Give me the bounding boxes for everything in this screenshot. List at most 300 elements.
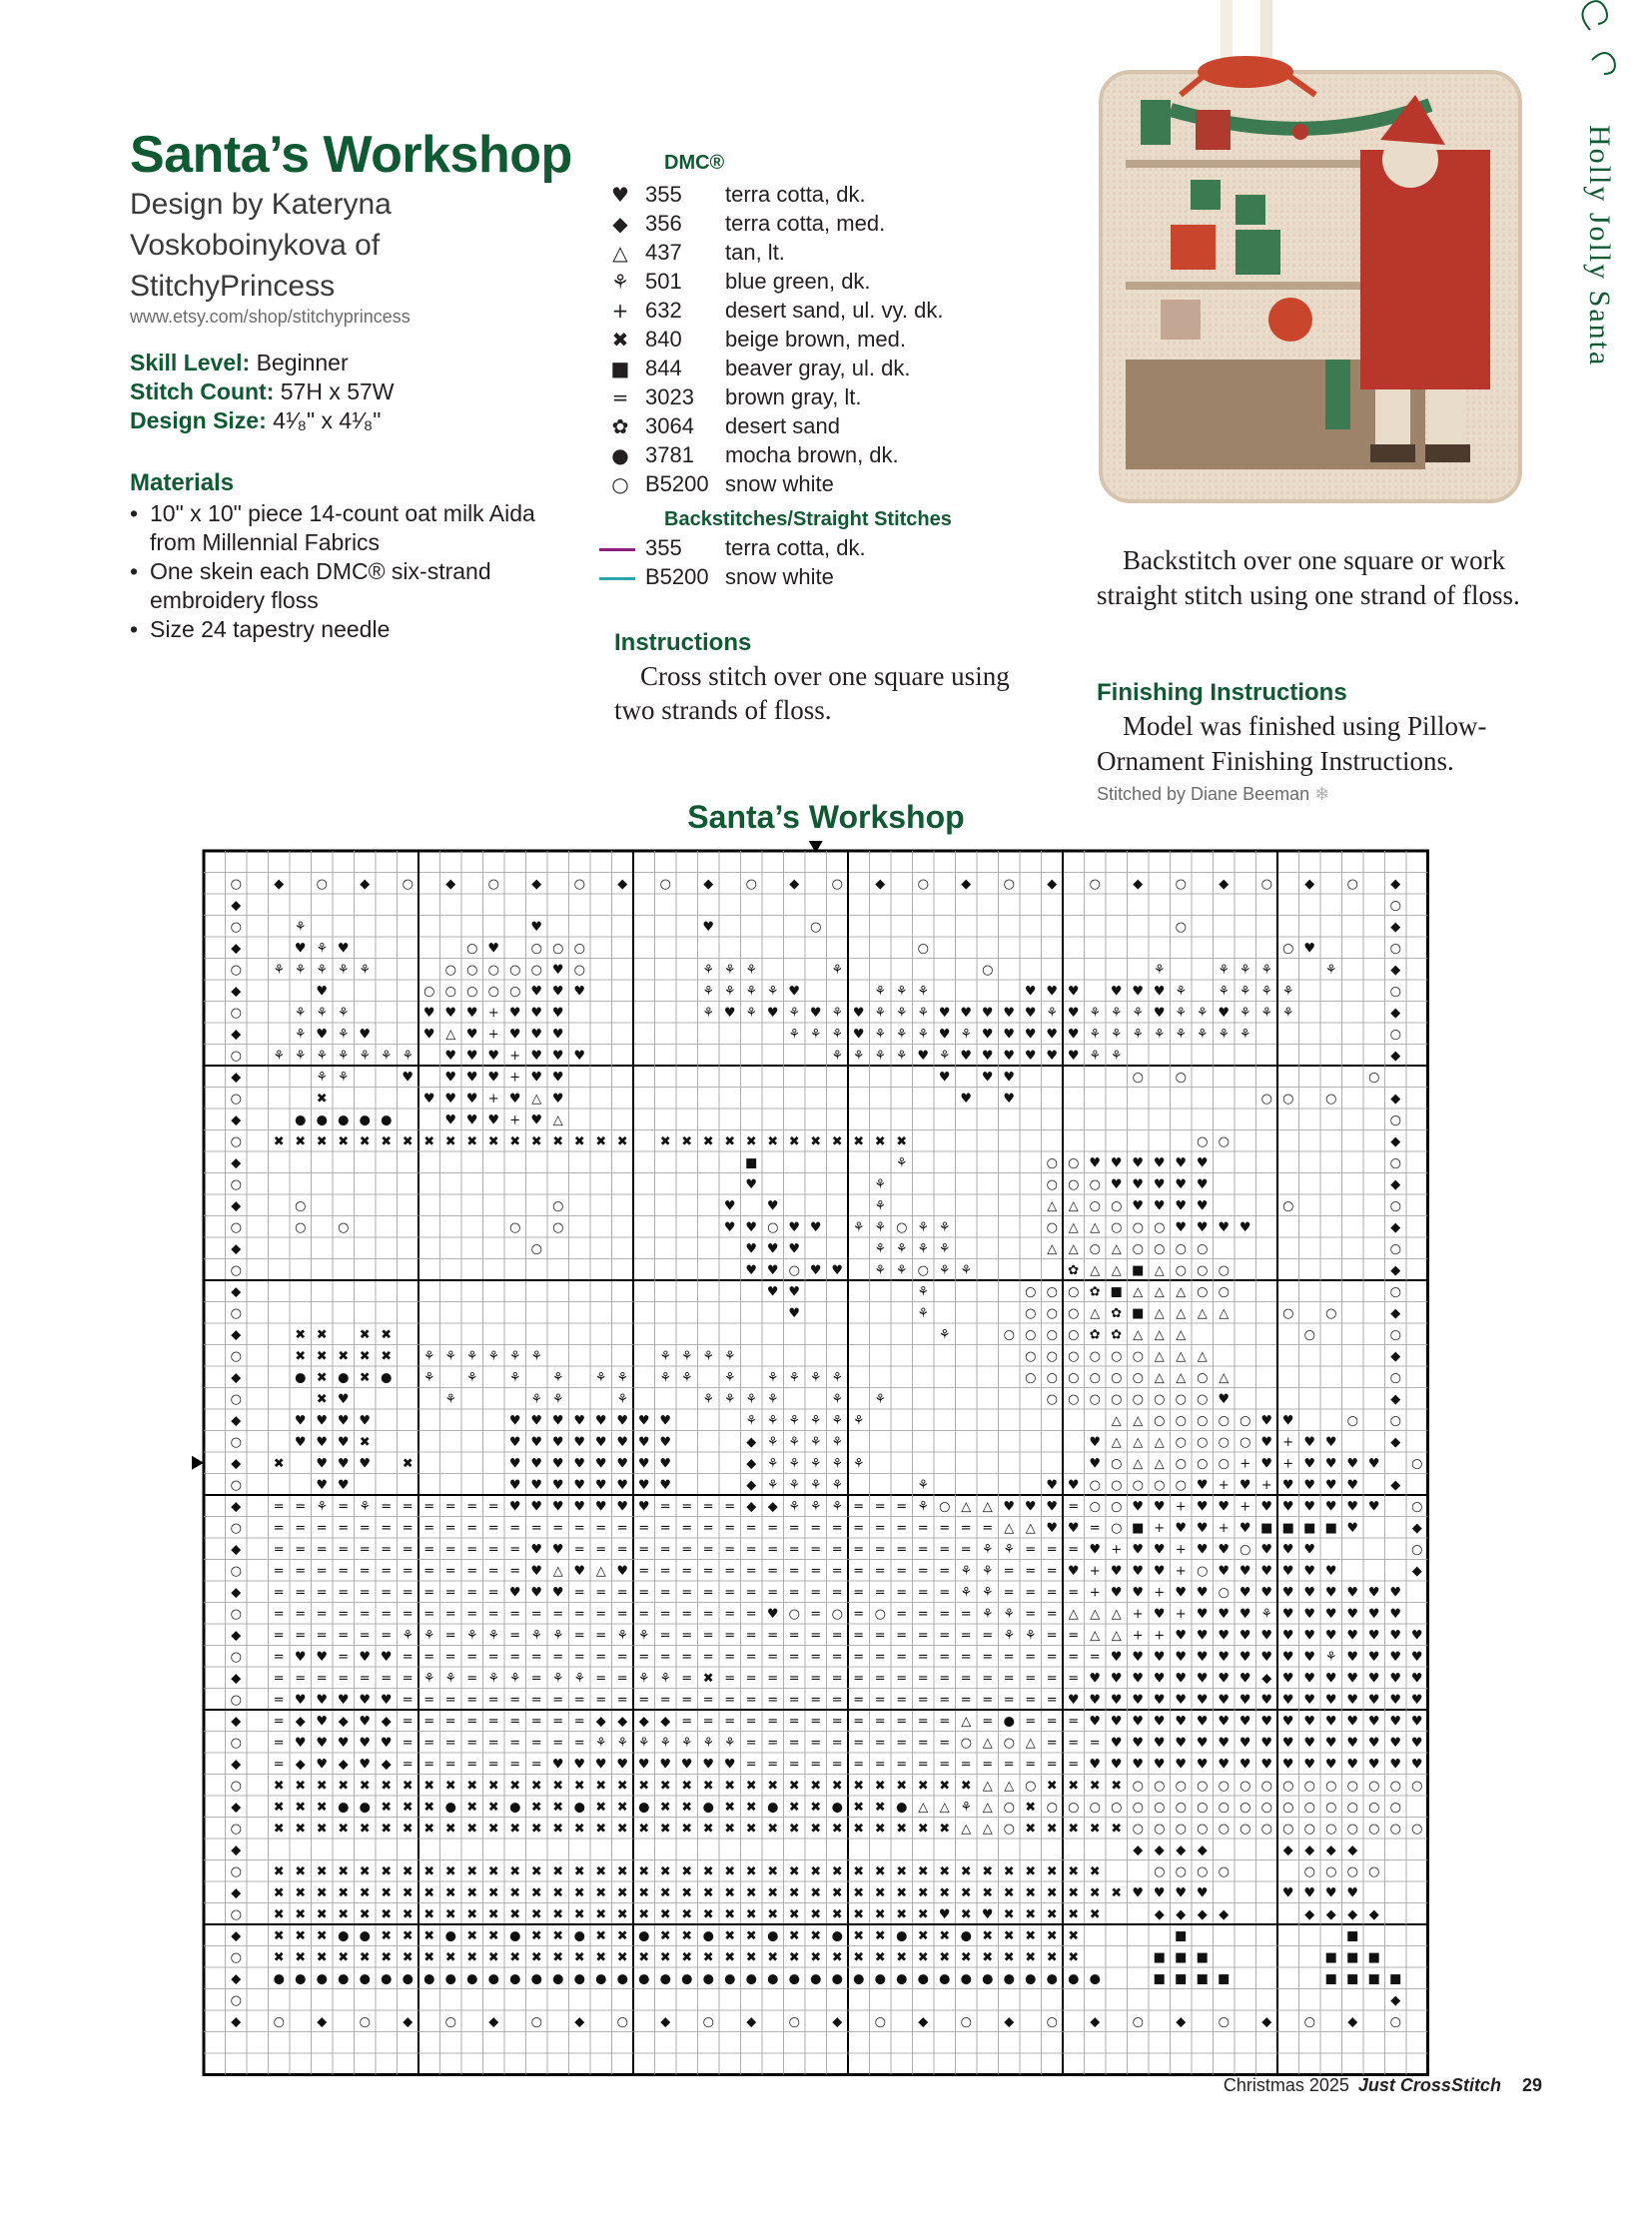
chart-symbol: ⚘: [444, 1391, 457, 1407]
key-number: 3064: [645, 412, 694, 438]
chart-symbol: ○: [1025, 1348, 1037, 1364]
chart-symbol: =: [509, 1606, 521, 1622]
chart-symbol: ○: [1303, 1778, 1315, 1794]
chart-symbol: ⚘: [874, 1176, 887, 1192]
chart-symbol: ♥: [1324, 1735, 1337, 1751]
chart-symbol: ○: [1111, 1477, 1123, 1493]
key-color-name: blue green, dk.: [725, 268, 871, 294]
chart-symbol: ○: [316, 876, 328, 892]
chart-symbol: ♥: [1324, 1563, 1337, 1579]
chart-symbol: =: [1068, 1499, 1080, 1515]
chart-symbol: ✖: [273, 1456, 285, 1472]
chart-symbol: ○: [659, 876, 671, 892]
chart-symbol: △: [918, 1800, 929, 1816]
chart-symbol: =: [338, 1649, 350, 1665]
chart-symbol: =: [681, 1499, 693, 1515]
chart-symbol: =: [853, 1520, 865, 1536]
chart-symbol: =: [1089, 1520, 1101, 1536]
chart-symbol: =: [896, 1714, 908, 1730]
chart-symbol: ⚘: [1110, 1048, 1123, 1064]
chart-symbol: ⚘: [316, 962, 329, 978]
key-number: 356: [645, 210, 682, 236]
chart-symbol: =: [552, 1735, 564, 1751]
chart-symbol: ♥: [1196, 1714, 1209, 1730]
finishing-text: Model was finished using Pillow-Ornament Finishing Instructions.: [1097, 711, 1487, 776]
chart-symbol: ⚘: [831, 1048, 844, 1064]
chart-symbol: ♥: [1175, 1219, 1188, 1235]
chart-symbol: ♥: [1132, 984, 1145, 1000]
chart-symbol: ♥: [981, 1070, 994, 1086]
chart-symbol: ◆: [1390, 1005, 1401, 1021]
chart-symbol: =: [810, 1692, 822, 1708]
designer-url[interactable]: www.etsy.com/shop/stitchyprincess: [130, 307, 411, 327]
chart-symbol: ✖: [616, 1885, 628, 1901]
spec-value: 57H x 57W: [280, 378, 395, 404]
chart-symbol: ⚘: [831, 1370, 844, 1386]
key-symbol: ✖: [611, 327, 629, 352]
chart-symbol: +: [1218, 1520, 1230, 1536]
chart-symbol: ○: [1197, 1863, 1209, 1879]
chart-symbol: =: [1068, 1585, 1080, 1601]
chart-symbol: ♥: [380, 1649, 393, 1665]
chart-symbol: ○: [466, 984, 478, 1000]
chart-symbol: ♥: [1324, 1628, 1337, 1644]
key-color-name: brown gray, lt.: [725, 383, 862, 409]
chart-symbol: ⚘: [809, 1456, 822, 1472]
chart-symbol: ◆: [1197, 1906, 1208, 1922]
chart-symbol: =: [1068, 1714, 1080, 1730]
magazine-name: Just CrossStitch: [1357, 2075, 1501, 2095]
chart-symbol: ✖: [702, 1906, 714, 1922]
chart-symbol: ♥: [1218, 1563, 1231, 1579]
chart-symbol: ⚘: [1239, 962, 1251, 978]
chart-symbol: +: [1154, 1520, 1166, 1536]
chart-symbol: =: [917, 1563, 929, 1579]
chart-symbol: =: [874, 1628, 886, 1644]
chart-symbol: =: [745, 1542, 757, 1558]
chart-symbol: ○: [1089, 1477, 1101, 1493]
chart-symbol: ♥: [659, 1757, 672, 1773]
chart-symbol: ○: [960, 1735, 972, 1751]
chart-symbol: ✖: [702, 1133, 714, 1149]
chart-symbol: ○: [1089, 1499, 1101, 1515]
chart-symbol: ✖: [381, 1949, 393, 1965]
chart-symbol: ○: [1197, 1821, 1209, 1837]
chart-symbol: ⚘: [659, 1348, 672, 1364]
chart-symbol: =: [874, 1499, 886, 1515]
side-title-text: Holly Jolly Santa: [1583, 125, 1616, 368]
key-color-name: tan, lt.: [725, 239, 785, 265]
chart-symbol: ♥: [337, 1735, 350, 1751]
chart-symbol: ♥: [359, 1027, 372, 1043]
chart-symbol: ⚘: [1153, 1027, 1166, 1043]
chart-symbol: ♥: [659, 1456, 672, 1472]
chart-symbol: ♥: [1218, 1606, 1231, 1622]
chart-symbol: =: [767, 1692, 779, 1708]
key-symbol: ♥: [611, 182, 629, 207]
chart-symbol: =: [509, 1563, 521, 1579]
chart-symbol: ◆: [1176, 1906, 1187, 1922]
chart-symbol: ■: [1132, 1520, 1145, 1536]
chart-symbol: ✖: [530, 1885, 542, 1901]
chart-symbol: =: [767, 1649, 779, 1665]
chart-symbol: ♥: [359, 1714, 372, 1730]
chart-symbol: ✖: [853, 1928, 865, 1944]
chart-symbol: ✖: [745, 1133, 757, 1149]
chart-symbol: ✖: [874, 1863, 886, 1879]
chart-symbol: ✖: [724, 1800, 736, 1816]
chart-symbol: ♥: [1260, 1757, 1273, 1773]
chart-symbol: ⚘: [616, 1735, 629, 1751]
chart-symbol: △: [1111, 1628, 1122, 1644]
chart-symbol: ♥: [1132, 1714, 1145, 1730]
chart-symbol: ♥: [1389, 1714, 1402, 1730]
chart-symbol: ■: [1196, 1971, 1209, 1987]
chart-symbol: ◆: [231, 1070, 242, 1086]
chart-symbol: ●: [530, 1971, 542, 1987]
chart-symbol: ◆: [1411, 1563, 1422, 1579]
chart-symbol: ♥: [852, 1027, 865, 1043]
chart-symbol: ●: [359, 1971, 371, 1987]
chart-symbol: ♥: [1196, 1606, 1209, 1622]
chart-symbol: =: [831, 1585, 843, 1601]
chart-symbol: =: [724, 1628, 736, 1644]
chart-symbol: ●: [1068, 1971, 1080, 1987]
chart-symbol: ♥: [1324, 1692, 1337, 1708]
chart-symbol: =: [1046, 1735, 1058, 1751]
chart-symbol: ✖: [831, 1949, 843, 1965]
chart-symbol: ♥: [1346, 1671, 1359, 1687]
chart-symbol: =: [831, 1520, 843, 1536]
chart-symbol: ✖: [273, 1778, 285, 1794]
chart-symbol: ○: [896, 1219, 908, 1235]
chart-symbol: =: [745, 1757, 757, 1773]
chart-symbol: =: [573, 1606, 585, 1622]
chart-symbol: ○: [1218, 2014, 1230, 2030]
chart-symbol: =: [853, 1563, 865, 1579]
chart-symbol: =: [702, 1606, 714, 1622]
chart-symbol: ⚘: [809, 1413, 822, 1429]
chart-symbol: ♥: [1303, 1671, 1316, 1687]
chart-symbol: ♥: [294, 1413, 307, 1429]
chart-symbol: ✖: [767, 1821, 779, 1837]
chart-symbol: △: [1133, 1284, 1144, 1300]
chart-symbol: =: [487, 1499, 499, 1515]
chart-symbol: ⚘: [723, 984, 736, 1000]
chart-symbol: ⚘: [465, 1348, 478, 1364]
chart-symbol: ✖: [982, 1928, 994, 1944]
chart-symbol: ○: [1154, 1778, 1166, 1794]
chart-symbol: ♥: [1196, 1219, 1209, 1235]
chart-symbol: ✖: [1003, 1928, 1015, 1944]
chart-symbol: ⚘: [1218, 984, 1231, 1000]
chart-symbol: ○: [917, 876, 929, 892]
chart-symbol: ♥: [1132, 1499, 1145, 1515]
backstitch-line: [599, 565, 641, 589]
chart-symbol: ●: [831, 1928, 843, 1944]
chart-symbol: =: [681, 1585, 693, 1601]
chart-symbol: ⚘: [444, 1671, 457, 1687]
chart-symbol: ■: [1367, 1971, 1380, 1987]
chart-symbol: ○: [359, 2014, 371, 2030]
chart-symbol: =: [530, 1520, 542, 1536]
chart-symbol: =: [638, 1606, 650, 1622]
chart-symbol: ○: [1111, 1800, 1123, 1816]
chart-symbol: ◆: [231, 1628, 242, 1644]
chart-symbol: ♥: [1153, 1499, 1166, 1515]
chart-symbol: ♥: [960, 1048, 973, 1064]
chart-symbol: ♥: [1260, 1542, 1273, 1558]
chart-symbol: ⚘: [530, 1348, 543, 1364]
chart-symbol: ✖: [466, 1821, 478, 1837]
chart-symbol: ●: [767, 1800, 779, 1816]
chart-symbol: ♥: [788, 984, 801, 1000]
chart-symbol: =: [466, 1757, 478, 1773]
chart-symbol: ♥: [1281, 1671, 1294, 1687]
chart-symbol: =: [381, 1542, 393, 1558]
chart-symbol: =: [831, 1692, 843, 1708]
chart-symbol: ♥: [551, 984, 564, 1000]
chart-symbol: ✖: [896, 1133, 908, 1149]
chart-symbol: ○: [1197, 1284, 1209, 1300]
chart-symbol: ✖: [316, 1370, 328, 1386]
chart-symbol: =: [788, 1757, 800, 1773]
chart-symbol: ♥: [1389, 1671, 1402, 1687]
chart-symbol: ◆: [1347, 2014, 1358, 2030]
chart-symbol: =: [724, 1585, 736, 1601]
chart-symbol: △: [982, 1499, 993, 1515]
chart-symbol: ◆: [445, 876, 456, 892]
chart-symbol: =: [316, 1606, 328, 1622]
chart-symbol: ✖: [1025, 1863, 1037, 1879]
chart-symbol: ✖: [810, 1863, 822, 1879]
chart-symbol: ✖: [616, 1133, 628, 1149]
chart-symbol: ⚘: [551, 1628, 564, 1644]
chart-symbol: ✖: [338, 1348, 350, 1364]
chart-symbol: =: [423, 1649, 435, 1665]
chart-symbol: ⚘: [616, 1628, 629, 1644]
chart-symbol: ✖: [552, 1906, 564, 1922]
chart-symbol: ♥: [1239, 1219, 1251, 1235]
chart-symbol: ♥: [1046, 1520, 1059, 1536]
chart-symbol: ◆: [231, 1198, 242, 1214]
chart-symbol: ○: [230, 1606, 242, 1622]
chart-symbol: ♥: [551, 1585, 564, 1601]
chart-symbol: ⚘: [831, 1391, 844, 1407]
key-color-name: terra cotta, dk.: [725, 534, 866, 560]
chart-symbol: ♥: [1132, 1885, 1145, 1901]
chart-symbol: ♥: [465, 1027, 478, 1043]
chart-symbol: ○: [1025, 1284, 1037, 1300]
chart-symbol: ○: [1089, 1370, 1101, 1386]
chart-symbol: ♥: [1389, 1628, 1402, 1644]
chart-symbol: ✖: [1046, 1863, 1058, 1879]
chart-symbol: ○: [1175, 1821, 1187, 1837]
chart-symbol: =: [896, 1606, 908, 1622]
chart-symbol: ✖: [359, 1434, 371, 1450]
chart-symbol: =: [853, 1606, 865, 1622]
chart-symbol: △: [1154, 1370, 1165, 1386]
chart-symbol: △: [1004, 1778, 1015, 1794]
chart-symbol: ○: [1389, 1413, 1401, 1429]
chart-symbol: ♥: [1346, 1757, 1359, 1773]
chart-symbol: ⚘: [831, 962, 844, 978]
chart-symbol: ○: [1068, 1176, 1080, 1192]
chart-symbol: ♥: [551, 1542, 564, 1558]
chart-symbol: ○: [1218, 1262, 1230, 1278]
ornament-photo: [1071, 0, 1538, 511]
chart-symbol: ◆: [703, 876, 714, 892]
chart-symbol: =: [509, 1757, 521, 1773]
chart-symbol: =: [659, 1563, 671, 1579]
chart-symbol: ♥: [1260, 1499, 1273, 1515]
chart-symbol: ✖: [874, 1928, 886, 1944]
chart-symbol: ○: [1068, 1348, 1080, 1364]
key-row: [599, 267, 1079, 296]
chart-symbol: ♥: [444, 1112, 457, 1128]
chart-symbol: =: [896, 1671, 908, 1687]
chart-symbol: =: [1025, 1563, 1037, 1579]
chart-symbol: ♥: [1367, 1606, 1380, 1622]
chart-symbol: ♥: [1196, 1757, 1209, 1773]
chart-symbol: ♥: [1024, 984, 1037, 1000]
chart-symbol: ●: [573, 1928, 585, 1944]
chart-symbol: ◆: [1390, 1305, 1401, 1321]
chart-symbol: ●: [745, 1971, 757, 1987]
chart-symbol: ○: [1218, 1863, 1230, 1879]
chart-symbol: ♥: [551, 1757, 564, 1773]
chart-symbol: ○: [810, 919, 822, 935]
chart-symbol: ♥: [551, 1027, 564, 1043]
chart-symbol: +: [1089, 1563, 1101, 1579]
chart-symbol: ◆: [231, 1027, 242, 1043]
chart-symbol: ○: [1046, 1370, 1058, 1386]
chart-symbol: ♥: [1346, 1649, 1359, 1665]
chart-symbol: ○: [1068, 1370, 1080, 1386]
chart-symbol: =: [466, 1735, 478, 1751]
chart-symbol: =: [831, 1542, 843, 1558]
chart-symbol: =: [1046, 1628, 1058, 1644]
chart-symbol: ⚘: [938, 1048, 951, 1064]
chart-symbol: ⚘: [551, 1671, 564, 1687]
chart-symbol: △: [1090, 1305, 1101, 1321]
chart-symbol: =: [402, 1671, 413, 1687]
chart-symbol: ◆: [1347, 1906, 1358, 1922]
chart-symbol: ♥: [337, 1456, 350, 1472]
chart-symbol: ◆: [231, 1499, 242, 1515]
chart-symbol: ✖: [273, 1800, 285, 1816]
chart-symbol: ○: [230, 1992, 242, 2008]
chart-symbol: ✖: [316, 1906, 328, 1922]
chart-symbol: =: [874, 1735, 886, 1751]
chart-symbol: ⚘: [359, 1048, 372, 1064]
chart-symbol: ✖: [466, 1928, 478, 1944]
chart-symbol: =: [831, 1671, 843, 1687]
chart-symbol: =: [316, 1542, 328, 1558]
chart-symbol: ✖: [1046, 1778, 1058, 1794]
chart-symbol: ♥: [1324, 1456, 1337, 1472]
chart-symbol: ○: [1218, 1821, 1230, 1837]
chart-symbol: ✖: [573, 1863, 585, 1879]
chart-symbol: =: [724, 1499, 736, 1515]
chart-symbol: ●: [767, 1971, 779, 1987]
chart-symbol: ●: [1025, 1971, 1037, 1987]
chart-symbol: ○: [1346, 1863, 1358, 1879]
chart-symbol: ♥: [316, 1477, 329, 1493]
chart-symbol: △: [1111, 1413, 1122, 1429]
chart-symbol: ○: [1260, 1821, 1272, 1837]
chart-symbol: =: [616, 1649, 628, 1665]
chart-symbol: ⚘: [530, 1628, 543, 1644]
chart-symbol: ♥: [530, 1499, 543, 1515]
chart-symbol: ○: [230, 1649, 242, 1665]
chart-symbol: =: [917, 1671, 929, 1687]
chart-symbol: ⚘: [723, 962, 736, 978]
chart-symbol: ♥: [1346, 1735, 1359, 1751]
chart-symbol: ⚘: [917, 1219, 930, 1235]
chart-symbol: =: [552, 1649, 564, 1665]
chart-symbol: =: [359, 1563, 371, 1579]
chart-symbol: =: [423, 1520, 435, 1536]
chart-symbol: ○: [1389, 2014, 1401, 2030]
key-row: [599, 469, 1079, 498]
chart-symbol: ◆: [1304, 1906, 1315, 1922]
chart-symbol: ✖: [381, 1133, 393, 1149]
chart-symbol: =: [487, 1757, 499, 1773]
chart-symbol: ♥: [1260, 1649, 1273, 1665]
chart-symbol: ⚘: [852, 1413, 865, 1429]
chart-symbol: ⚘: [745, 1413, 758, 1429]
chart-symbol: ♥: [359, 1413, 372, 1429]
chart-symbol: ✖: [831, 1863, 843, 1879]
chart-symbol: =: [788, 1542, 800, 1558]
chart-symbol: ○: [1046, 1155, 1058, 1171]
key-color-name: desert sand: [725, 412, 840, 438]
chart-symbol: ✖: [273, 1863, 285, 1879]
chart-symbol: =: [681, 1606, 693, 1622]
chart-symbol: ♥: [594, 1499, 607, 1515]
chart-symbol: ✖: [724, 1949, 736, 1965]
chart-symbol: ♥: [1389, 1585, 1402, 1601]
chart-symbol: ⚘: [294, 1005, 307, 1021]
chart-symbol: ✿: [1089, 1327, 1101, 1343]
chart-symbol: ○: [1218, 1800, 1230, 1816]
chart-symbol: ○: [1282, 1821, 1294, 1837]
chart-symbol: ⚘: [1175, 1005, 1188, 1021]
chart-symbol: ♥: [1239, 1757, 1251, 1773]
chart-symbol: +: [1175, 1563, 1187, 1579]
chart-symbol: ⚘: [551, 1370, 564, 1386]
chart-symbol: ⚘: [487, 1671, 500, 1687]
chart-symbol: ♥: [1196, 1520, 1209, 1536]
chart-symbol: =: [423, 1606, 435, 1622]
chart-symbol: ♥: [1132, 1649, 1145, 1665]
chart-symbol: ⚘: [831, 1005, 844, 1021]
chart-symbol: ◆: [789, 876, 800, 892]
chart-symbol: ✖: [853, 1906, 865, 1922]
chart-symbol: ✖: [960, 1885, 972, 1901]
chart-symbol: ○: [1325, 1800, 1337, 1816]
chart-symbol: ●: [702, 1928, 714, 1944]
chart-symbol: ✖: [381, 1885, 393, 1901]
chart-symbol: =: [745, 1520, 757, 1536]
chart-symbol: ◆: [1047, 876, 1058, 892]
chart-symbol: ⚘: [1196, 1027, 1209, 1043]
chart-symbol: ✖: [917, 1821, 929, 1837]
chart-symbol: ○: [1175, 1434, 1187, 1450]
chart-symbol: ⚘: [1003, 1542, 1016, 1558]
chart-symbol: ♥: [809, 1262, 822, 1278]
